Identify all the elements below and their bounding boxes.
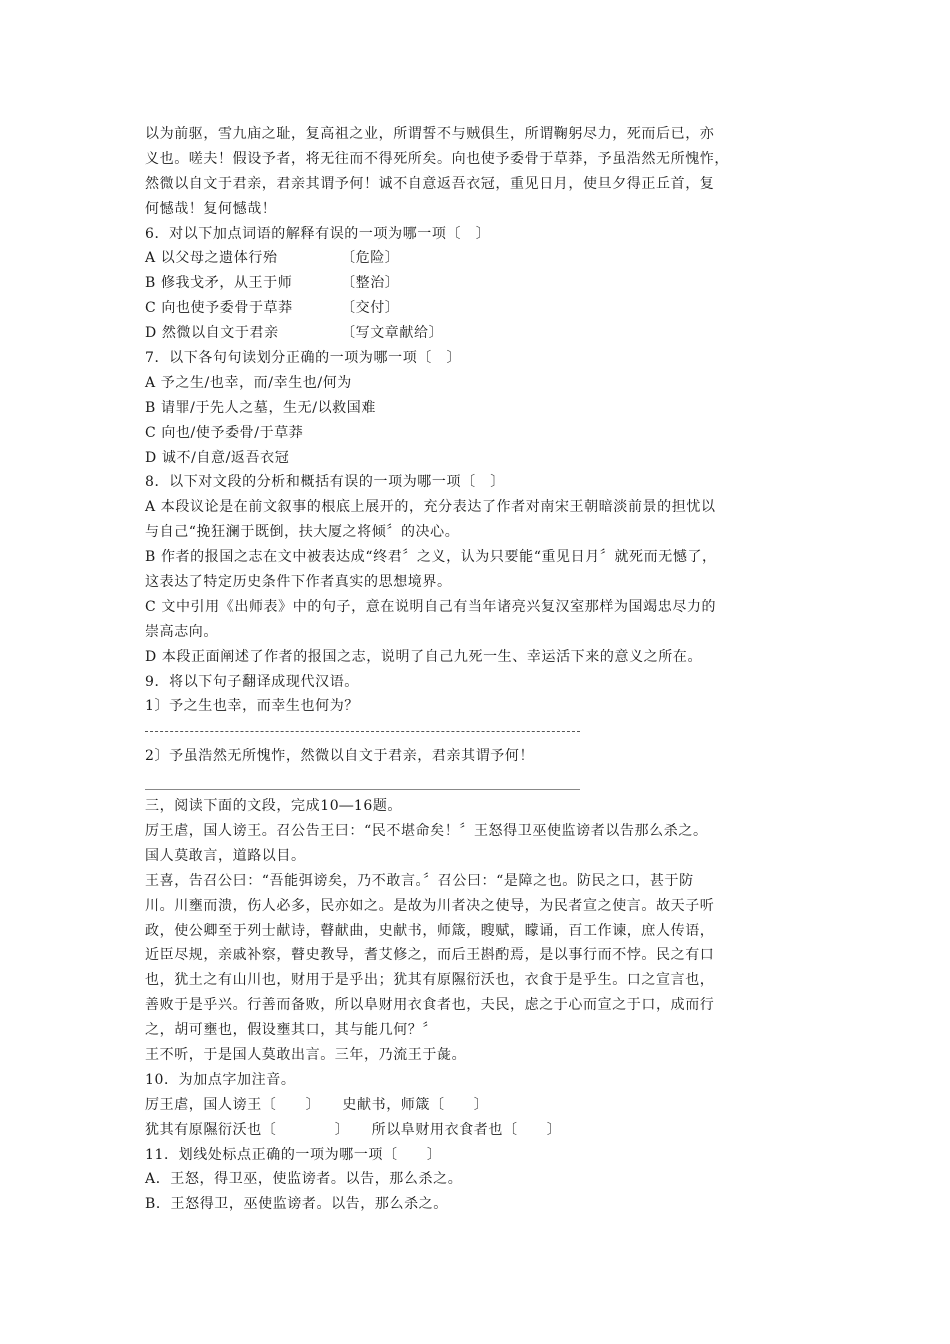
option-a: A．王怒，得卫巫，使监谤者。以告，那么杀之。 (145, 1171, 463, 1188)
passage-line: 善败于是乎兴。行善而备败，所以阜财用衣食者也，夫民，虑之于心而宣之于口，成而行 (145, 997, 715, 1014)
option-line: 崇高志向。 (145, 623, 218, 640)
question-stem: 8．以下对文段的分析和概括有误的一项为哪一项〔 〕 (145, 474, 505, 491)
option-b (145, 271, 815, 296)
translation-item-1: 1〕予之生也幸，而幸生也何为？ (145, 698, 359, 715)
passage-line: 以为前驱，雪九庙之耻，复高祖之业，所谓誓不与贼俱生，所谓鞠躬尽力，死而后已，亦 (145, 126, 715, 142)
question-8 (145, 470, 815, 669)
section-3 (145, 794, 815, 1068)
passage-line: 川。川壅而溃，伤人必多，民亦如之。是故为川者决之使导，为民者宣之使言。故天子听 (145, 897, 715, 914)
option-a (145, 246, 815, 271)
option-d: D 诚不/自意/返吾衣冠 (145, 449, 290, 466)
passage-line: 王不听，于是国人莫敢出言。三年，乃流王于彘。 (145, 1046, 467, 1063)
question-stem: 9．将以下句子翻译成现代汉语。 (145, 673, 359, 690)
option-d (145, 321, 815, 346)
option-line: 这表达了特定历史条件下作者真实的思想境界。 (145, 574, 452, 591)
passage-continuation (145, 122, 815, 222)
passage-line: 近臣尽规，亲戚补察，瞽史教导，耆艾修之，而后王斟酌焉，是以事行而不悖。民之有口 (145, 947, 715, 964)
question-stem: 10．为加点字加注音。 (145, 1071, 296, 1088)
option-text: B 修我戈矛，从王于师 (145, 275, 293, 292)
option-line: B 作者的报国之志在文中被表达成“终君〞之义，认为只要能“重见日月〞就死而无憾了， (145, 549, 717, 566)
passage-line: 政，使公卿至于列士献诗，瞽献曲，史献书，师箴，瞍赋，矇诵，百工作谏，庶人传语， (145, 922, 715, 939)
option-gloss: 〔交付〕 (341, 300, 400, 317)
passage-line: 何憾哉！复何憾哉！ (145, 200, 277, 217)
option-line: A 本段议论是在前文叙事的根底上展开的，充分表达了作者对南宋王朝暗淡前景的担忧以 (145, 499, 716, 516)
passage-line: 王喜，告召公曰：“吾能弭谤矣，乃不敢言。〞召公曰：“是障之也。防民之口，甚于防 (145, 872, 694, 889)
question-stem: 7．以下各句句读划分正确的一项为哪一项〔 〕 (145, 350, 462, 367)
answer-line-1[interactable] (145, 719, 815, 744)
option-gloss: 〔危险〕 (341, 250, 400, 267)
pinyin-line-2: 犹其有原隰衍沃也〔 〕 所以阜财用衣食者也〔 〕 (145, 1121, 562, 1138)
question-11 (145, 1143, 815, 1218)
option-text: A 以父母之遗体行殆 (145, 250, 278, 267)
document-page (145, 122, 815, 1217)
pinyin-line-1: 厉王虐，国人谤王〔 〕 史献书，师箴〔 〕 (145, 1096, 489, 1113)
option-gloss: 〔整治〕 (341, 275, 400, 292)
option-c (145, 296, 815, 321)
dashed-rule (145, 731, 580, 732)
passage-line: 之，胡可壅也，假设壅其口，其与能几何？〞 (145, 1022, 437, 1039)
option-line: 与自己“挽狂澜于既倒，扶大厦之将倾〞的决心。 (145, 524, 460, 541)
option-text: D 然微以自文于君亲 (145, 325, 279, 342)
passage-line: 国人莫敢言，道路以目。 (145, 847, 306, 864)
passage-line: 也，犹土之有山川也，财用于是乎出；犹其有原隰衍沃也，衣食于是乎生。口之宣言也， (145, 972, 715, 989)
option-c: C 向也/使予委骨/于草莽 (145, 424, 304, 441)
option-gloss: 〔写文章献给〕 (341, 325, 444, 342)
translation-item-2: 2〕予虽浩然无所愧怍，然微以自文于君亲，君亲其谓予何！ (145, 748, 535, 765)
passage-line: 然微以自文于君亲，君亲其谓予何！诚不自意返吾衣冠，重见日月，使旦夕得正丘首，复 (145, 175, 715, 192)
solid-rule (145, 789, 580, 790)
question-stem: 11．划线处标点正确的一项为哪一项〔 〕 (145, 1146, 442, 1163)
option-line: C 文中引用《出师表》中的句子，意在说明自己有当年诸亮兴复汉室那样为国竭忠尽力的 (145, 598, 717, 615)
option-line: D 本段正面阐述了作者的报国之志，说明了自己九死一生、幸运活下来的意义之所在。 (145, 648, 703, 665)
question-7 (145, 346, 815, 470)
section-heading: 三，阅读下面的文段，完成10―16题。 (145, 798, 403, 815)
question-9 (145, 670, 815, 794)
passage-line: 厉王虐，国人谤王。召公告王曰：“民不堪命矣！〞王怒得卫巫使监谤者以告那么杀之。 (145, 822, 708, 839)
option-a: A 予之生/也幸，而/幸生也/何为 (145, 374, 352, 391)
question-6 (145, 222, 815, 346)
question-stem: 6．对以下加点词语的解释有误的一项为哪一项〔 〕 (145, 225, 491, 242)
passage-line: 义也。嗟夫！假设予者，将无往而不得死所矣。向也使予委骨于草莽，予虽浩然无所愧怍， (145, 150, 729, 167)
option-b: B 请罪/于先人之墓，生无/以救国难 (145, 399, 376, 416)
option-b: B．王怒得卫，巫使监谤者。以告，那么杀之。 (145, 1196, 448, 1213)
option-text: C 向也使予委骨于草莽 (145, 300, 293, 317)
answer-line-2[interactable] (145, 769, 815, 794)
question-10 (145, 1068, 815, 1143)
